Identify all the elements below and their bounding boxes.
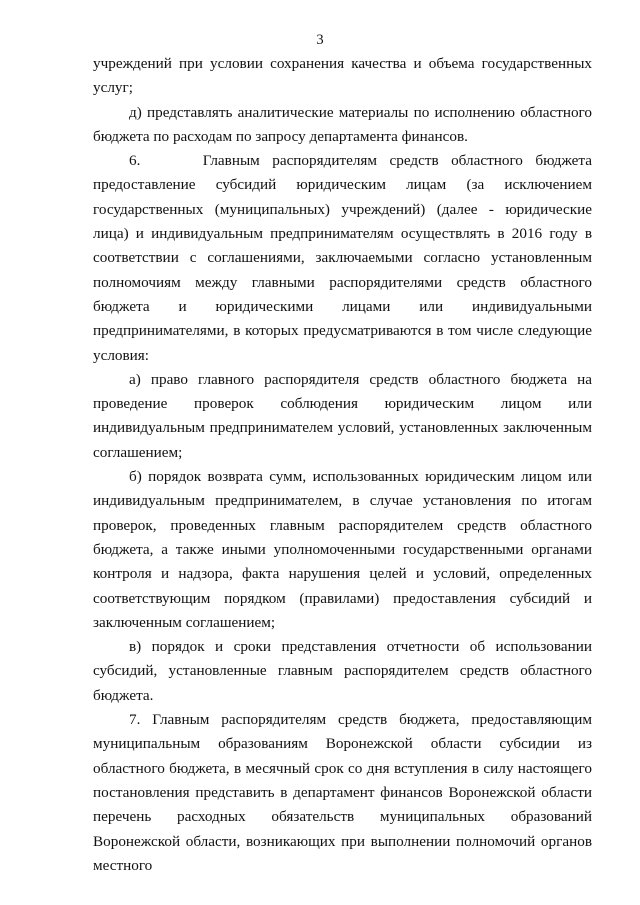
- paragraph-item-a: а) право главного распорядителя средств областного бюджета на проведение проверок соблюдения юридическим лицом или индивидуальным предпринимателем условий, установленных заключенным соглашением;: [93, 370, 592, 461]
- paragraph-7: 7. Главным распорядителям средств бюджета, предоставляющим муниципальным образованиям Воронежской области субсидии из областного бюджета, в месячный срок со дня вступления в силу настоящего постановления представить в департамент финансов Воронежской области перечень расходных обязательств муниципальных образований Воронежской области, возникающих при выполнении полномочий органов местного: [93, 711, 592, 874]
- paragraph-item-b: б) порядок возврата сумм, использованных юридическим лицом или индивидуальным предпринимателем, в случае установления по итогам проверок, проведенных главным распорядителем средств областного бюджета, а также иными уполномоченными государственными органами контроля и надзора, факта нарушения целей и условий, определенных соответствующим порядком (правилами) предоставления субсидий и заключенным соглашением;: [93, 468, 592, 631]
- document-body: [93, 52, 592, 878]
- page-number: 3: [316, 32, 324, 48]
- paragraph-continuation: учреждений при условии сохранения качества и объема государственных услуг;: [93, 55, 592, 97]
- paragraph-6: 6. Главным распорядителям средств областного бюджета предоставление субсидий юридическим лицам (за исключением государственных (муниципальных) учреждений) (далее - юридические лица) и индивидуальным предпринимателям осуществлять в 2016 году в соответствии с соглашениями, заключаемыми согласно установленным полномочиям между главными распорядителями средств областного бюджета и юридическими лицами или индивидуальными предпринимателями, в которых предусматриваются в том числе следующие условия:: [93, 152, 592, 364]
- paragraph-item-d: д) представлять аналитические материалы по исполнению областного бюджета по расходам по запросу департамента финансов.: [93, 103, 592, 145]
- paragraph-item-v: в) порядок и сроки представления отчетности об использовании субсидий, установленные главным распорядителем средств областного бюджета.: [93, 638, 592, 704]
